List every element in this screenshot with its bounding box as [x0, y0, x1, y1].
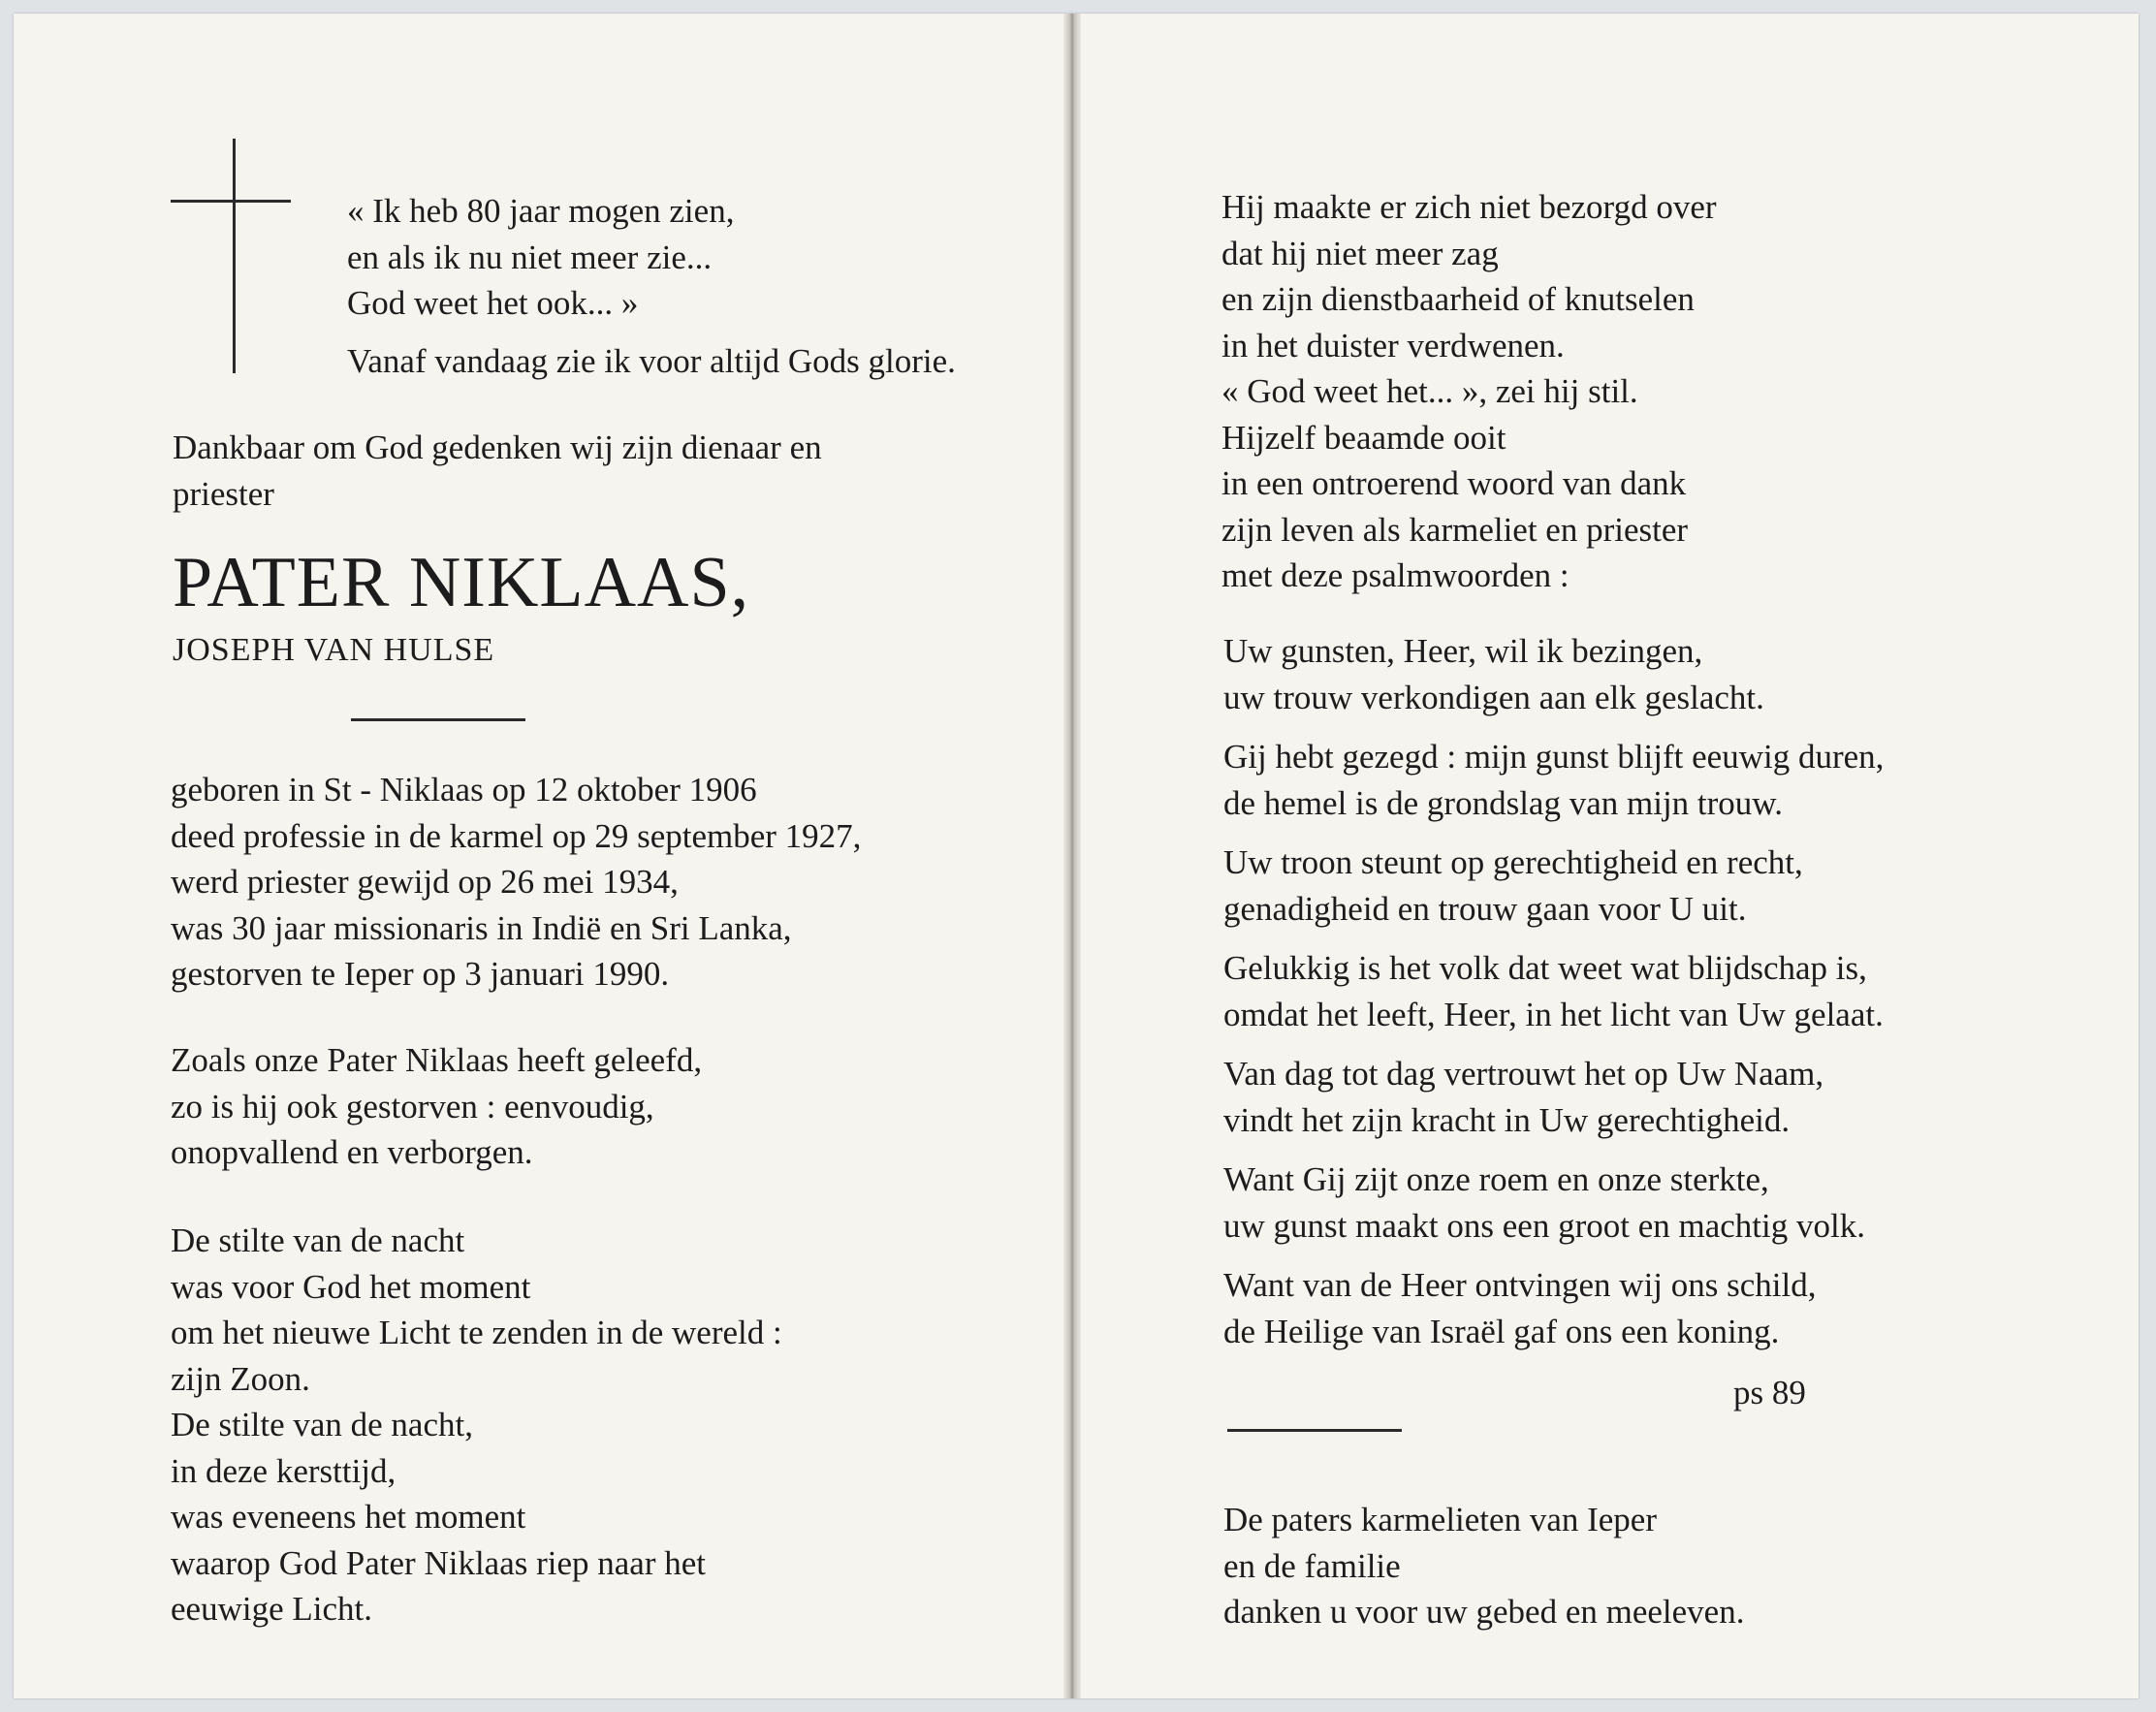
civil-name: JOSEPH VAN HULSE — [173, 632, 495, 668]
closing-thanks: De paters karmelieten van Ieper en de familie danken u voor uw gebed en meeleven. — [1223, 1501, 1745, 1631]
psalm-verse: Want van de Heer ontvingen wij ons schild, de Heilige van Israël gaf ons een koning. — [1223, 1266, 1817, 1350]
psalm-verse: Uw gunsten, Heer, wil ik bezingen, uw trouw verkondigen aan elk geslacht. — [1223, 632, 1764, 716]
card-fold — [1063, 14, 1081, 1698]
biography: geboren in St - Niklaas op 12 oktober 1906 deed professie in de karmel op 29 september 1927, werd priester gewijd op 26 mei 1934, was 30 jaar missionaris in Indië en Sri Lanka, gestorven te Ieper op 3 januari 1990. — [171, 771, 862, 993]
quote-closing: Vanaf vandaag zie ik voor altijd Gods glorie. — [347, 342, 956, 380]
cross-icon-vertical — [233, 139, 236, 373]
psalm-verse: Gij hebt gezegd : mijn gunst blijft eeuwig duren, de hemel is de grondslag van mijn trouw. — [1223, 738, 1885, 822]
divider-left — [351, 718, 525, 721]
cross-icon-horizontal — [171, 200, 291, 203]
psalm-reference: ps 89 — [1733, 1374, 1806, 1411]
opening-quote: « Ik heb 80 jaar mogen zien, en als ik nu niet meer zie... God weet het ook... » — [347, 192, 735, 322]
paragraph-life: Zoals onze Pater Niklaas heeft geleefd, zo is hij ook gestorven : eenvoudig, onopvallend en verborgen. — [171, 1041, 703, 1171]
psalm-verse: Uw troon steunt op gerechtigheid en recht, genadigheid en trouw gaan voor U uit. — [1223, 843, 1803, 928]
psalm-verse: Gelukkig is het volk dat weet wat blijdschap is, omdat het leeft, Heer, in het licht van Uw gelaat. — [1223, 949, 1884, 1033]
deceased-name: PATER NIKLAAS, — [173, 543, 750, 622]
paragraph-night: De stilte van de nacht was voor God het moment om het nieuwe Licht te zenden in de wereld : zijn Zoon. De stilte van de nacht, in deze kersttijd, was eveneens het moment waarop God Pater Niklaas riep naar het eeuwige Licht. — [171, 1221, 782, 1628]
psalm-verse: Van dag tot dag vertrouwt het op Uw Naam, vindt het zijn kracht in Uw gerechtigheid. — [1223, 1055, 1824, 1139]
divider-right — [1227, 1429, 1402, 1432]
paragraph-blind: Hij maakte er zich niet bezorgd over dat hij niet meer zag en zijn dienstbaarheid of knutselen in het duister verdwenen. « God weet het... », zei hij stil. Hijzelf beaamde ooit in een ontroerend woord van dank zijn leven als karmeliet en priester met deze psalmwoorden : — [1221, 188, 1717, 594]
psalm-verse: Want Gij zijt onze roem en onze sterkte, uw gunst maakt ons een groot en machtig volk. — [1223, 1160, 1865, 1245]
intro-text: Dankbaar om God gedenken wij zijn dienaar en priester — [173, 428, 822, 513]
